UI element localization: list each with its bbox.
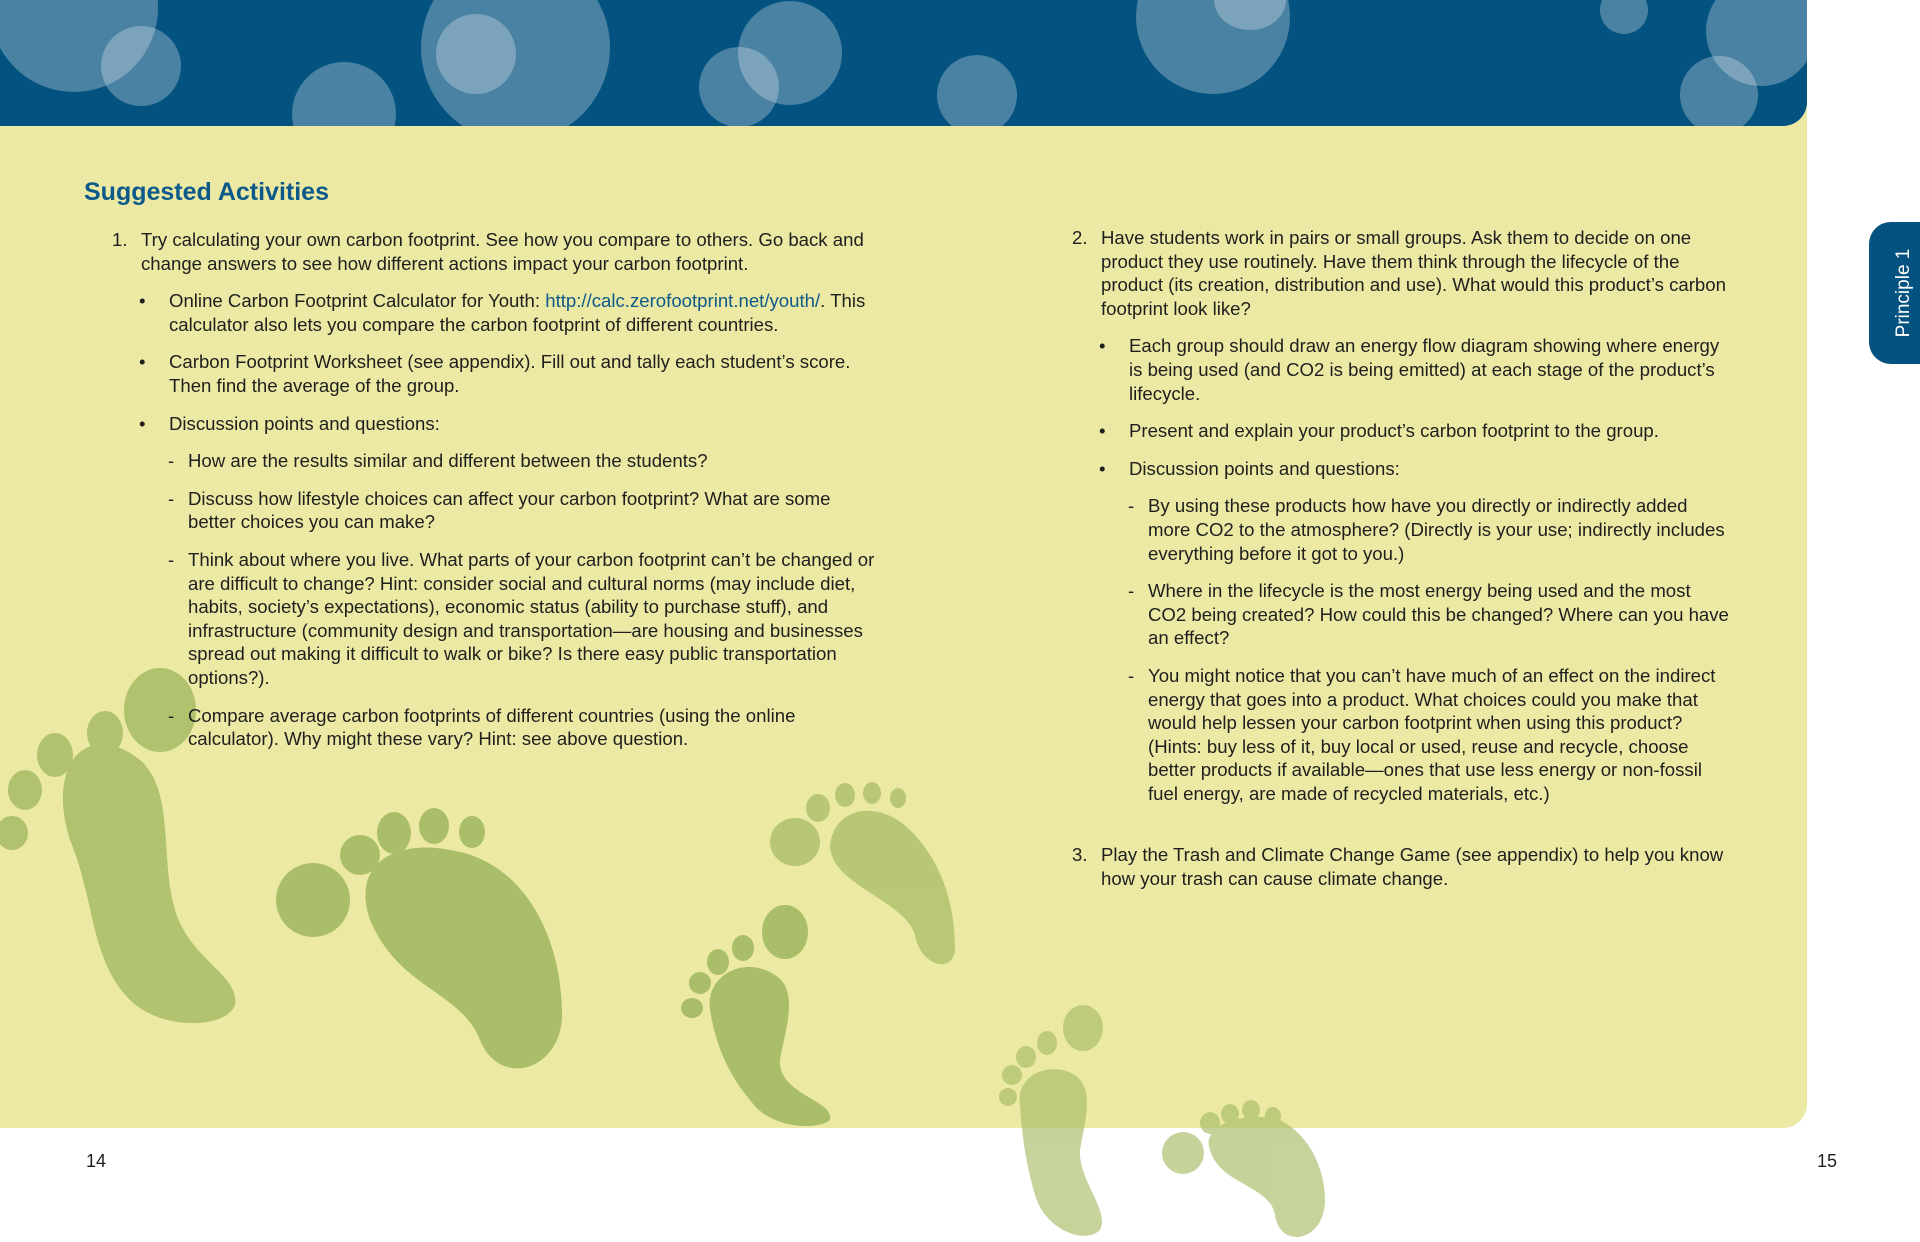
calculator-link[interactable]: http://calc.zerofootprint.net/youth/ <box>545 290 821 312</box>
activity-2-questions <box>1128 494 1732 805</box>
activity-text: Have students work in pairs or small groups. Ask them to decide on one product they use routinely. Have them think through the lifecycle of the product (its creation, distribution and use). What would this product’s carbon footprint look like? <box>1101 227 1726 319</box>
activity-3 <box>1072 843 1732 890</box>
footprint-decoration <box>681 905 830 1126</box>
footprint-decoration <box>999 1005 1103 1236</box>
question-item: - By using these products how have you directly or indirectly added more CO2 to the atmosphere? (Directly is your use; indirectly includes everything before it got to you.) <box>1128 494 1732 565</box>
activity-number: 1. <box>112 229 128 250</box>
page-title: Suggested Activities <box>84 178 329 206</box>
bullet-lead-text: Online Carbon Footprint Calculator for Youth: <box>169 290 546 312</box>
bullet-item: • Carbon Footprint Worksheet (see appendix). Fill out and tally each student’s score. Then find the average of the group. <box>139 350 882 397</box>
page-number-right: 15 <box>1817 1151 1838 1171</box>
question-item: - How are the results similar and different between the students? <box>168 449 882 473</box>
activity-text: Play the Trash and Climate Change Game (see appendix) to help you know how your trash can cause climate change. <box>1101 844 1724 890</box>
left-column <box>112 228 882 751</box>
activity-2-bullets <box>1099 334 1732 480</box>
footprint-decoration <box>1162 1100 1325 1237</box>
question-item: - You might notice that you can’t have much of an effect on the indirect energy that goes into a product. What choices could you make that would help lessen your carbon footprint when using this product? (Hints: buy less of it, buy local or used, reuse and recycle, choose better products if available—ones that use less energy or non-fossil fuel energy, are made of recycled materials, etc.) <box>1128 664 1732 806</box>
activity-number: 2. <box>1072 227 1088 248</box>
page-number-left: 14 <box>86 1151 107 1171</box>
bullet-item: • Discussion points and questions: <box>1099 457 1732 481</box>
question-item: - Discuss how lifestyle choices can affect your carbon footprint? What are some better choices you can make? <box>168 487 882 534</box>
bullet-item <box>139 289 882 336</box>
activity-1-bullets <box>139 289 882 435</box>
activity-1 <box>112 228 882 275</box>
bullet-tail-text: . This calculator also lets you compare the carbon footprint of different countries. <box>169 290 866 335</box>
question-item: - Compare average carbon footprints of different countries (using the online calculator). Why might these vary? Hint: see above question. <box>168 704 882 751</box>
bullet-item: • Present and explain your product’s carbon footprint to the group. <box>1099 419 1732 443</box>
activity-1-questions <box>168 449 882 751</box>
right-column <box>1072 226 1732 891</box>
bullet-item: • Discussion points and questions: <box>139 412 882 436</box>
question-item: - Where in the lifecycle is the most energy being used and the most CO2 being created? How could this be changed? Where can you have an effect? <box>1128 579 1732 650</box>
side-tab-label: Principle 1 <box>1893 248 1914 338</box>
side-tab[interactable] <box>1869 222 1920 364</box>
activity-text: Try calculating your own carbon footprint. See how you compare to others. Go back and change answers to see how different actions impact your carbon footprint. <box>141 229 864 274</box>
bullet-item: • Each group should draw an energy flow diagram showing where energy is being used (and CO2 is being emitted) at each stage of the product’s lifecycle. <box>1099 334 1732 405</box>
footprint-decoration <box>276 808 562 1068</box>
question-item: - Think about where you live. What parts of your carbon footprint can’t be changed or are difficult to change? Hint: consider social and cultural norms (may include diet, habits, society’s expectations), economic status (ability to purchase stuff), and infrastructure (community design and transportation—are housing and businesses spread out making it difficult to walk or bike? Is there easy public transportation options?). <box>168 548 882 690</box>
activity-2 <box>1072 226 1732 320</box>
activity-number: 3. <box>1072 844 1088 866</box>
